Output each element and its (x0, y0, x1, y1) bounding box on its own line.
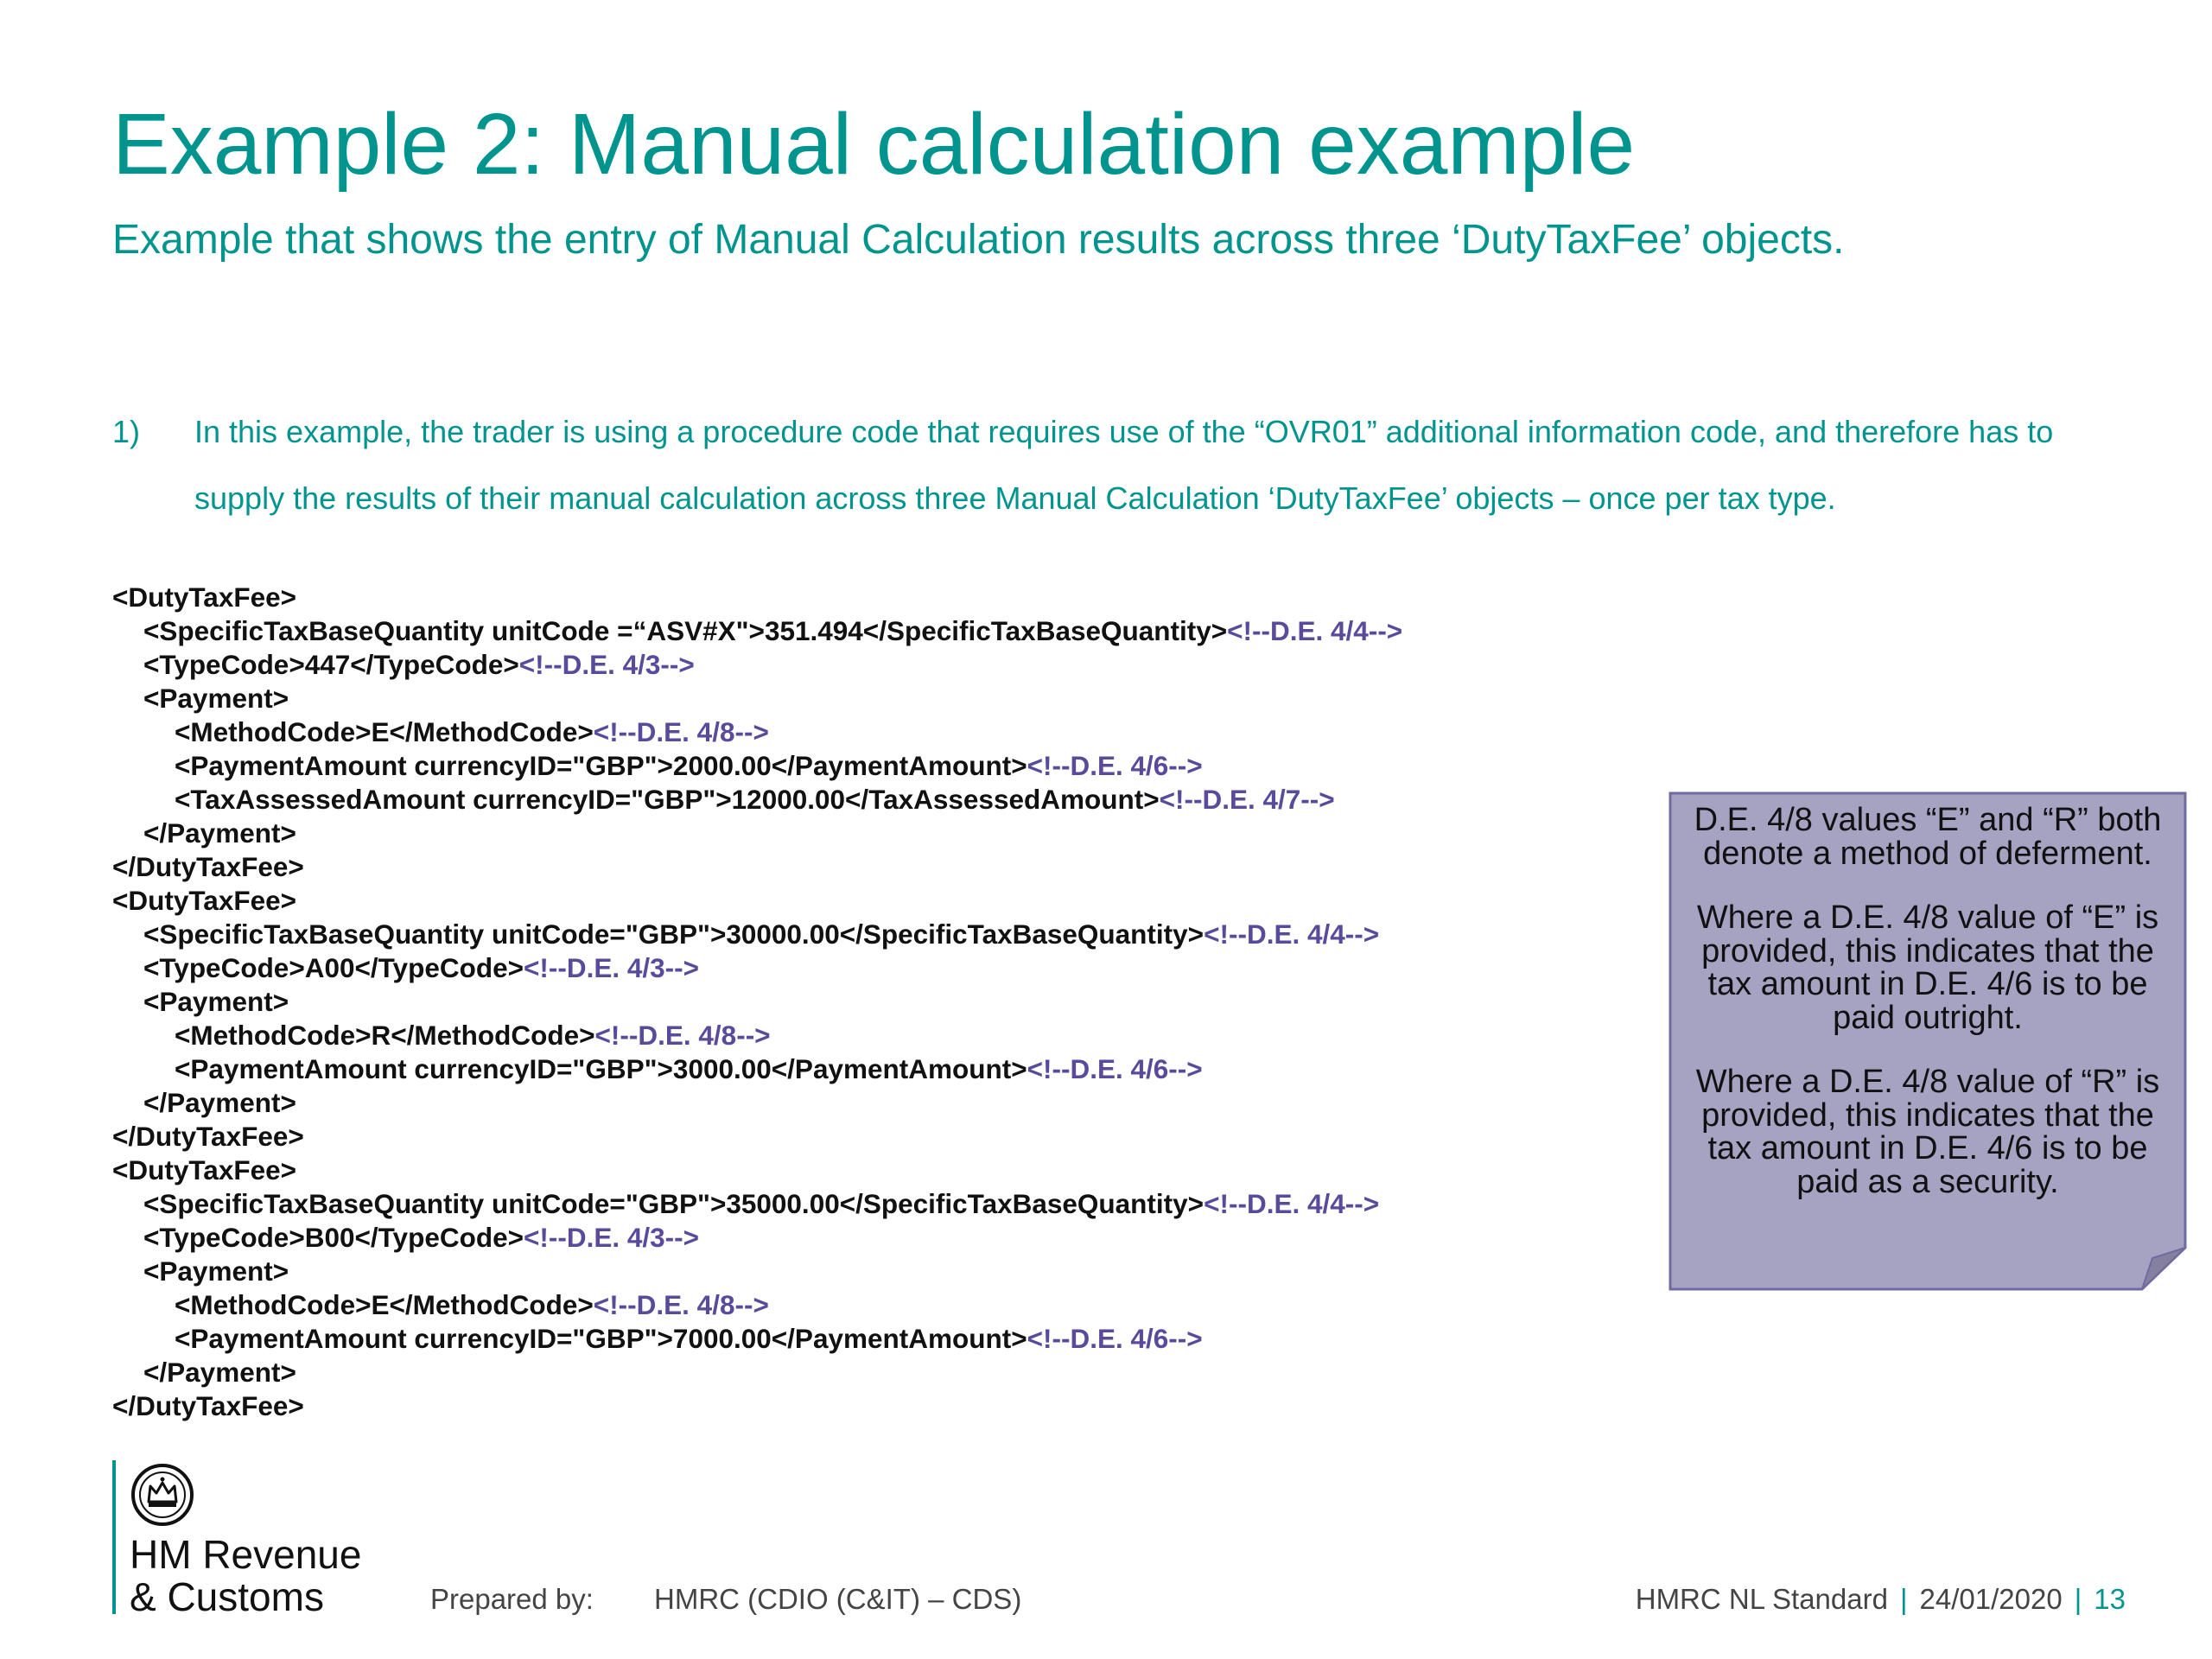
slide-subtitle: Example that shows the entry of Manual Calculation results across three ‘DutyTaxFee’ objects. (112, 217, 1845, 263)
code-text: </DutyTaxFee> (112, 1390, 304, 1421)
code-line (112, 1255, 1624, 1288)
point-text-line-2: supply the results of their manual calculation across three Manual Calculation ‘DutyTaxFee’ objects – once per tax type. (194, 480, 1836, 516)
code-comment: <!--D.E. 4/4--> (1204, 1188, 1380, 1219)
point-text-line-1: In this example, the trader is using a procedure code that requires use of the “OVR01” additional information code, and therefore has to (194, 414, 2054, 449)
code-text: <PaymentAmount currencyID="GBP">7000.00</PaymentAmount> (175, 1323, 1027, 1354)
brand-line-1: HM Revenue (130, 1532, 362, 1577)
code-text: </Payment> (143, 1087, 296, 1118)
code-line (112, 614, 1624, 648)
code-line (112, 1187, 1624, 1221)
code-comment: <!--D.E. 4/6--> (1027, 1053, 1203, 1084)
code-text: </Payment> (143, 817, 296, 849)
code-text: <DutyTaxFee> (112, 885, 297, 916)
code-comment: <!--D.E. 4/3--> (524, 952, 700, 983)
code-text: <SpecificTaxBaseQuantity unitCode="GBP">35000.00</SpecificTaxBaseQuantity> (143, 1188, 1205, 1219)
code-text: </Payment> (143, 1357, 296, 1388)
footer-prepared-org: HMRC (CDIO (C&IT) – CDS) (654, 1583, 1022, 1615)
code-text: <Payment> (143, 683, 289, 714)
code-line (112, 985, 1624, 1019)
code-line (112, 850, 1624, 884)
code-line (112, 918, 1624, 951)
footer-prepared-label: Prepared by: (430, 1583, 594, 1615)
footer-separator: | (1899, 1583, 1908, 1615)
code-line (112, 783, 1624, 817)
footer-standard: HMRC NL Standard (1635, 1583, 1888, 1615)
page-number: 13 (2094, 1583, 2126, 1615)
code-line (112, 884, 1624, 918)
footer-date: 24/01/2020 (1919, 1583, 2063, 1615)
code-comment: <!--D.E. 4/7--> (1159, 784, 1335, 815)
code-line (112, 1221, 1624, 1255)
footer-meta (1636, 1583, 2126, 1616)
code-line (112, 951, 1624, 985)
code-text: <DutyTaxFee> (112, 1154, 297, 1185)
code-line (112, 817, 1624, 850)
code-comment: <!--D.E. 4/3--> (524, 1222, 700, 1253)
code-line (112, 581, 1624, 614)
code-text: <PaymentAmount currencyID="GBP">3000.00</PaymentAmount> (175, 1053, 1027, 1084)
code-line (112, 648, 1624, 682)
code-line (112, 1356, 1624, 1389)
note-paragraph-3: Where a D.E. 4/8 value of “R” is provided, this indicates that the tax amount in D.E. 4/6 is to be paid as a security. (1695, 1064, 2160, 1200)
code-text: <PaymentAmount currencyID="GBP">2000.00</PaymentAmount> (175, 750, 1027, 781)
code-text: <TypeCode>A00</TypeCode> (143, 952, 524, 983)
code-line (112, 1120, 1624, 1154)
code-text: </DutyTaxFee> (112, 851, 304, 882)
code-text: <SpecificTaxBaseQuantity unitCode="GBP">30000.00</SpecificTaxBaseQuantity> (143, 918, 1205, 950)
note-paragraph-2: Where a D.E. 4/8 value of “E” is provided, this indicates that the tax amount in D.E. 4/6 is to be paid outright. (1696, 899, 2159, 1036)
footer-separator: | (2074, 1583, 2082, 1615)
crown-crest-icon (130, 1462, 195, 1528)
code-line (112, 1154, 1624, 1187)
point-number: 1) (112, 414, 141, 449)
code-text: </DutyTaxFee> (112, 1121, 304, 1152)
code-comment: <!--D.E. 4/8--> (594, 1020, 771, 1051)
code-comment: <!--D.E. 4/8--> (593, 1289, 769, 1320)
code-line (112, 1019, 1624, 1052)
code-line (112, 1086, 1624, 1120)
code-text: <MethodCode>E</MethodCode> (175, 716, 594, 747)
note-paragraph-1: D.E. 4/8 values “E” and “R” both denote a method of deferment. (1694, 802, 2162, 872)
code-text: <Payment> (143, 1255, 289, 1287)
code-comment: <!--D.E. 4/6--> (1027, 1323, 1203, 1354)
code-text: <TaxAssessedAmount currencyID="GBP">12000.00</TaxAssessedAmount> (175, 784, 1160, 815)
code-line (112, 682, 1624, 715)
code-comment: <!--D.E. 4/4--> (1227, 615, 1403, 646)
code-text: <DutyTaxFee> (112, 582, 297, 613)
code-comment: <!--D.E. 4/3--> (518, 649, 695, 680)
brand-name (130, 1534, 361, 1618)
code-line (112, 1288, 1624, 1322)
code-comment: <!--D.E. 4/4--> (1204, 918, 1380, 950)
code-line (112, 1389, 1624, 1423)
note-callout (1669, 791, 2187, 1291)
brand-line-2: & Customs (130, 1574, 324, 1619)
code-text: <Payment> (143, 986, 289, 1017)
code-text: <MethodCode>E</MethodCode> (175, 1289, 594, 1320)
code-line (112, 1052, 1624, 1086)
logo-divider (112, 1460, 116, 1614)
code-text: <SpecificTaxBaseQuantity unitCode =“ASV#X">351.494</SpecificTaxBaseQuantity> (143, 615, 1228, 646)
code-line (112, 715, 1624, 749)
code-text: <TypeCode>B00</TypeCode> (143, 1222, 524, 1253)
slide-title: Example 2: Manual calculation example (112, 96, 1636, 193)
code-line (112, 749, 1624, 783)
code-comment: <!--D.E. 4/6--> (1027, 750, 1203, 781)
code-line (112, 1322, 1624, 1356)
xml-code-block (112, 581, 1624, 1423)
code-text: <MethodCode>R</MethodCode> (175, 1020, 595, 1051)
code-comment: <!--D.E. 4/8--> (593, 716, 769, 747)
code-text: <TypeCode>447</TypeCode> (143, 649, 519, 680)
